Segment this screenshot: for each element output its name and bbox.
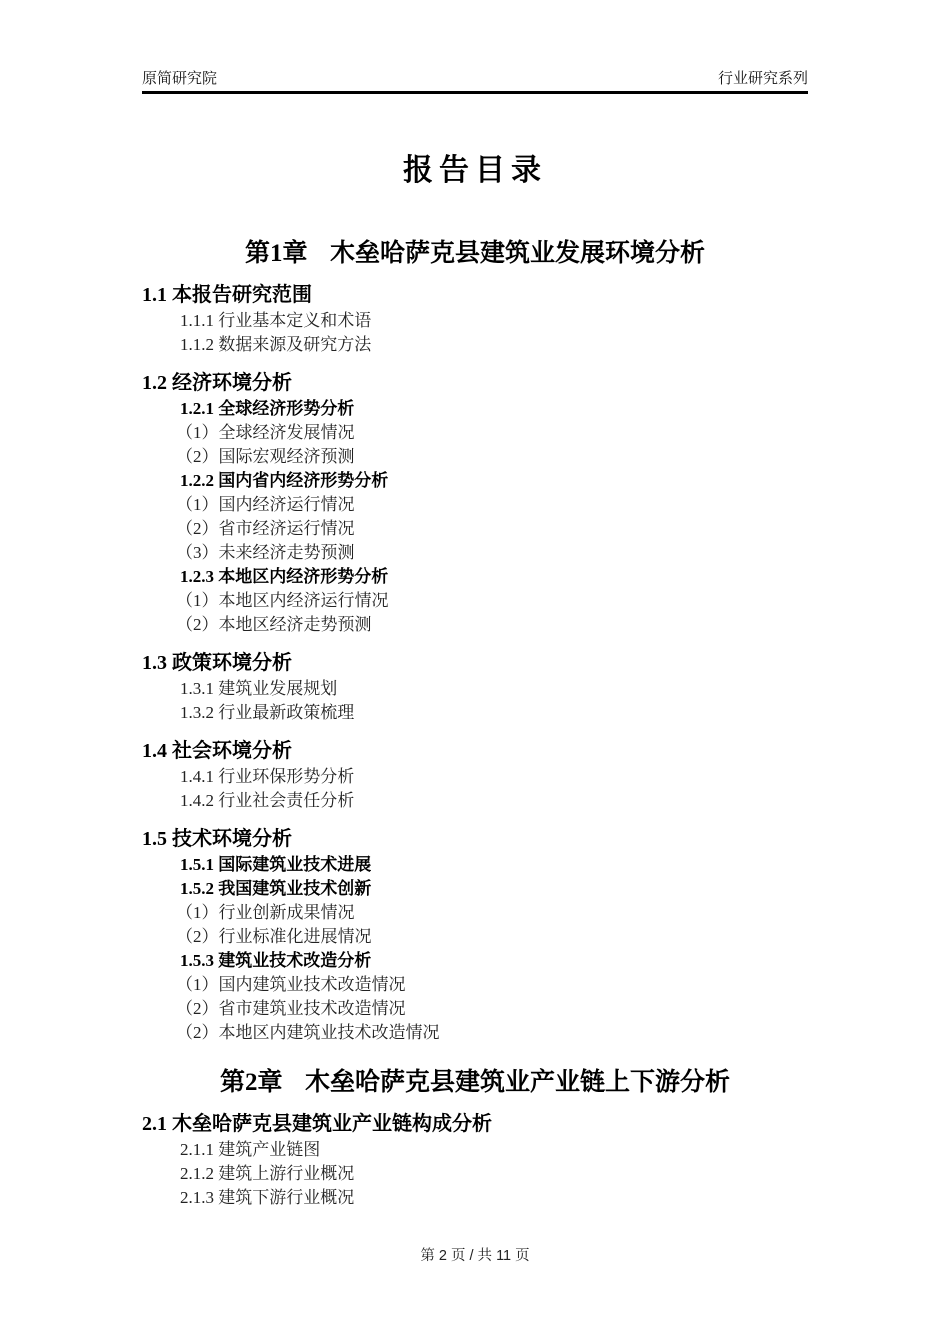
header-right-label: 行业研究系列 bbox=[717, 70, 808, 87]
page-number-label: 第 2 页 / 共 11 页 bbox=[420, 1248, 530, 1264]
toc-section-entry: 1.5 技术环境分析 bbox=[142, 828, 292, 850]
toc-item-entry: 2.1.1 建筑产业链图 bbox=[180, 1140, 321, 1159]
toc-section-entry: 1.2 经济环境分析 bbox=[142, 372, 292, 394]
toc-item-entry: 2.1.3 建筑下游行业概况 bbox=[180, 1188, 355, 1207]
toc-item-entry: （1）国内经济运行情况 bbox=[176, 495, 355, 514]
page-header bbox=[142, 70, 808, 88]
toc-item-entry: （2）省市建筑业技术改造情况 bbox=[176, 999, 406, 1018]
chapter-title: 木垒哈萨克县建筑业产业链上下游分析 bbox=[305, 1069, 731, 1096]
toc-item-entry: 1.4.1 行业环保形势分析 bbox=[180, 767, 355, 786]
toc-section-entry: 1.1 本报告研究范围 bbox=[142, 284, 312, 306]
toc-item-entry: 2.1.2 建筑上游行业概况 bbox=[180, 1164, 355, 1183]
toc-item-entry: 1.1.2 数据来源及研究方法 bbox=[180, 335, 372, 354]
toc-item-entry: 1.4.2 行业社会责任分析 bbox=[180, 791, 355, 810]
toc-item-entry: （1）本地区内经济运行情况 bbox=[176, 591, 389, 610]
chapter bbox=[142, 1067, 808, 1210]
toc-item-entry: （1）行业创新成果情况 bbox=[176, 903, 355, 922]
toc-item-entry: （1）国内建筑业技术改造情况 bbox=[176, 975, 406, 994]
toc-item-entry: 1.2.3 本地区内经济形势分析 bbox=[180, 567, 389, 586]
toc-item-entry: 1.1.1 行业基本定义和术语 bbox=[180, 311, 372, 330]
toc-item-entry: 1.5.3 建筑业技术改造分析 bbox=[180, 951, 372, 970]
toc-item-entry: 1.3.2 行业最新政策梳理 bbox=[180, 703, 355, 722]
toc-item-entry: （2）行业标准化进展情况 bbox=[176, 927, 372, 946]
toc-item-entry: （2）本地区经济走势预测 bbox=[176, 615, 372, 634]
toc-section-entry: 1.3 政策环境分析 bbox=[142, 652, 292, 674]
toc-section-entry: 1.4 社会环境分析 bbox=[142, 740, 292, 762]
toc-item-entry: 1.3.1 建筑业发展规划 bbox=[180, 679, 338, 698]
header-rule bbox=[142, 91, 808, 94]
toc-entry-list bbox=[142, 282, 808, 1045]
chapter-heading bbox=[142, 238, 808, 269]
toc-item-entry: （2）国际宏观经济预测 bbox=[176, 447, 355, 466]
page-footer bbox=[0, 1247, 950, 1265]
toc-item-entry: （3）未来经济走势预测 bbox=[176, 543, 355, 562]
header-left-label: 原简研究院 bbox=[142, 70, 218, 87]
toc-item-entry: 1.5.2 我国建筑业技术创新 bbox=[180, 879, 372, 898]
toc-entry-list bbox=[142, 1111, 808, 1210]
chapter-number: 第2章 bbox=[219, 1069, 283, 1096]
chapter-title: 木垒哈萨克县建筑业发展环境分析 bbox=[330, 240, 706, 267]
chapter-list bbox=[142, 238, 808, 1210]
chapter-heading bbox=[142, 1067, 808, 1098]
toc-item-entry: 1.2.2 国内省内经济形势分析 bbox=[180, 471, 389, 490]
chapter-number: 第1章 bbox=[244, 240, 308, 267]
toc-item-entry: 1.2.1 全球经济形势分析 bbox=[180, 399, 355, 418]
report-toc-title: 报告目录 bbox=[403, 154, 547, 187]
toc-item-entry: 1.5.1 国际建筑业技术进展 bbox=[180, 855, 372, 874]
toc-item-entry: （2）省市经济运行情况 bbox=[176, 519, 355, 538]
chapter bbox=[142, 238, 808, 1045]
toc-section-entry: 2.1 木垒哈萨克县建筑业产业链构成分析 bbox=[142, 1113, 492, 1135]
toc-item-entry: （1）全球经济发展情况 bbox=[176, 423, 355, 442]
toc-item-entry: （2）本地区内建筑业技术改造情况 bbox=[176, 1023, 440, 1042]
